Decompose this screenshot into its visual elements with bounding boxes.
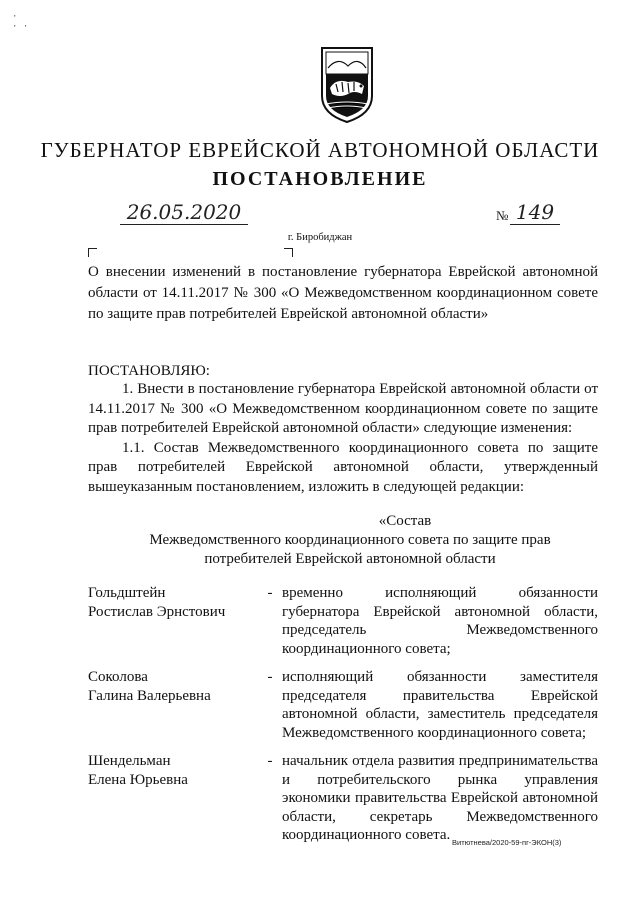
- member-role: временно исполняющий обязанности губернатора Еврейской автономной области, председатель Межведомственного координационного совета;: [282, 585, 598, 657]
- document-number: 149: [510, 200, 560, 225]
- member-given-name: Ростислав Эрнстович: [88, 603, 226, 620]
- member-row: [88, 668, 600, 742]
- member-name: [88, 584, 258, 658]
- member-name: [88, 752, 258, 845]
- composition-title: [100, 512, 600, 569]
- body-paragraph-2: 1.1. Состав Межведомственного координационного совета по защите прав потребителей Еврейской автономной области, утвержденный вышеуказанным постановлением, изложить в следующей редакции:: [88, 439, 598, 495]
- composition-title-line-3: потребителей Еврейской автономной области: [204, 551, 496, 567]
- member-name: [88, 668, 258, 742]
- members-list: [88, 584, 600, 855]
- member-dash: -: [267, 585, 273, 601]
- composition-title-line-2: Межведомственного координационного совета по защите прав: [149, 532, 551, 548]
- document-date: 26.05.2020: [120, 200, 248, 225]
- scan-artifact: · · ·: [12, 12, 29, 32]
- issuer-title: ГУБЕРНАТОР ЕВРЕЙСКОЙ АВТОНОМНОЙ ОБЛАСТИ: [40, 138, 600, 162]
- member-row: [88, 584, 600, 658]
- member-surname: Соколова: [88, 669, 148, 685]
- composition-title-line-1: «Состав: [378, 513, 432, 529]
- member-row: [88, 752, 600, 845]
- member-role: исполняющий обязанности заместителя председателя правительства Еврейской автономной области, заместитель председателя Межведомственного координационного совета;: [282, 669, 598, 741]
- member-given-name: Галина Валерьевна: [88, 687, 211, 704]
- member-surname: Гольдштейн: [88, 585, 166, 601]
- document-subject: О внесении изменений в постановление губернатора Еврейской автономной области от 14.11.2017 № 300 «О Межведомственном координационном совете по защите прав потребителей Еврейской автономной области»: [88, 264, 598, 322]
- coat-of-arms-tiger-icon: [318, 44, 376, 124]
- decree-word: ПОСТАНОВЛЯЮ:: [88, 363, 210, 379]
- document-type: ПОСТАНОВЛЕНИЕ: [212, 168, 428, 190]
- member-surname: Шендельман: [88, 753, 171, 769]
- member-dash: -: [267, 753, 273, 769]
- body-paragraph-1: 1. Внести в постановление губернатора Еврейской автономной области от 14.11.2017 № 300 «О Межведомственном координационном совете по защите прав потребителей Еврейской автономной области» следующие изменения:: [88, 381, 598, 436]
- member-given-name: Елена Юрьевна: [88, 771, 188, 788]
- subject-bracket-left: [88, 248, 97, 257]
- member-dash: -: [267, 669, 273, 685]
- member-role: начальник отдела развития предпринимательства и потребительского рынка управления экономики правительства Еврейской автономной области, секретарь Межведомственного координационного совета.: [282, 753, 598, 843]
- number-label: №: [496, 208, 509, 223]
- city: г. Биробиджан: [287, 232, 353, 243]
- document-body: [88, 380, 598, 497]
- footer-code: Витютнева/2020-59-пг-ЭКОН(3): [452, 838, 562, 847]
- subject-bracket-right: [284, 248, 293, 257]
